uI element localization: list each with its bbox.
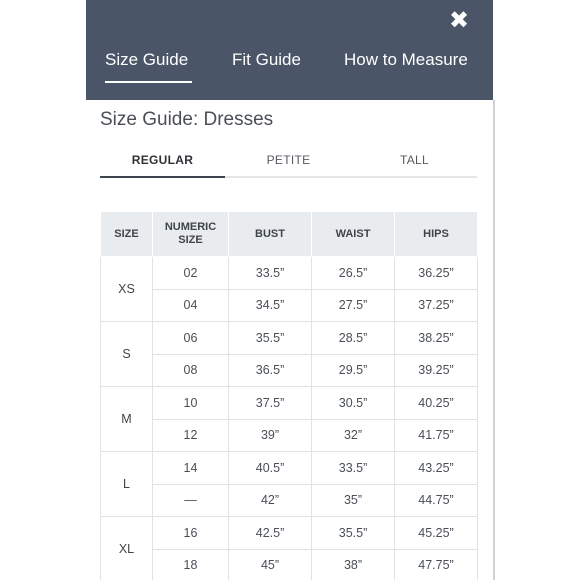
numeric-size: 16 — [153, 517, 229, 550]
table-header-row — [101, 212, 478, 257]
waist-value: 32” — [312, 419, 395, 452]
header-numeric-size: NUMERIC SIZE — [153, 212, 229, 257]
numeric-size: 12 — [153, 419, 229, 452]
numeric-size: 14 — [153, 452, 229, 485]
size-table — [100, 211, 478, 580]
header-hips: HIPS — [395, 212, 478, 257]
tab-size-guide[interactable]: Size Guide — [105, 47, 188, 73]
numeric-size: 06 — [153, 322, 229, 355]
subtab-tall[interactable]: TALL — [400, 153, 429, 167]
bust-value: 35.5” — [229, 322, 312, 355]
table-row — [101, 257, 478, 290]
bust-value: 42” — [229, 484, 312, 517]
waist-value: 30.5” — [312, 387, 395, 420]
tab-fit-guide[interactable]: Fit Guide — [232, 50, 301, 69]
bust-value: 39” — [229, 419, 312, 452]
numeric-size: 10 — [153, 387, 229, 420]
header-bar — [86, 0, 493, 100]
subtab-active-indicator — [100, 176, 225, 178]
table-row — [101, 387, 478, 420]
bust-value: 36.5” — [229, 354, 312, 387]
table-row — [101, 452, 478, 485]
hips-value: 37.25” — [395, 289, 478, 322]
hips-value: 36.25” — [395, 257, 478, 290]
bust-value: 42.5” — [229, 517, 312, 550]
waist-value: 29.5” — [312, 354, 395, 387]
numeric-size: 08 — [153, 354, 229, 387]
header-waist: WAIST — [312, 212, 395, 257]
bust-value: 34.5” — [229, 289, 312, 322]
bust-value: 37.5” — [229, 387, 312, 420]
table-row — [101, 419, 478, 452]
table-row — [101, 549, 478, 580]
table-row — [101, 484, 478, 517]
size-label: XL — [101, 517, 153, 580]
bust-value: 45” — [229, 549, 312, 580]
size-label: S — [101, 322, 153, 387]
size-guide-panel — [86, 0, 493, 580]
hips-value: 45.25” — [395, 517, 478, 550]
waist-value: 33.5” — [312, 452, 395, 485]
waist-value: 26.5” — [312, 257, 395, 290]
size-label: M — [101, 387, 153, 452]
fit-type-tabs — [100, 148, 477, 180]
page-title: Size Guide: Dresses — [100, 109, 274, 130]
waist-value: 35.5” — [312, 517, 395, 550]
bust-value: 33.5” — [229, 257, 312, 290]
hips-value: 44.75” — [395, 484, 478, 517]
hips-value: 39.25” — [395, 354, 478, 387]
waist-value: 35” — [312, 484, 395, 517]
size-label: XS — [101, 257, 153, 322]
waist-value: 27.5” — [312, 289, 395, 322]
hips-value: 41.75” — [395, 419, 478, 452]
close-icon[interactable]: ✖ — [448, 7, 470, 34]
header-bust: BUST — [229, 212, 312, 257]
subtab-regular[interactable]: REGULAR — [131, 153, 194, 167]
hips-value: 40.25” — [395, 387, 478, 420]
hips-value: 47.75” — [395, 549, 478, 580]
tab-how-to-measure[interactable]: How to Measure — [344, 50, 468, 69]
numeric-size: 02 — [153, 257, 229, 290]
hips-value: 38.25” — [395, 322, 478, 355]
hips-value: 43.25” — [395, 452, 478, 485]
subtab-petite[interactable]: PETITE — [266, 153, 311, 167]
table-row — [101, 289, 478, 322]
header-size: SIZE — [101, 212, 153, 257]
table-row — [101, 354, 478, 387]
numeric-size: 04 — [153, 289, 229, 322]
numeric-size: 18 — [153, 549, 229, 580]
waist-value: 38” — [312, 549, 395, 580]
bust-value: 40.5” — [229, 452, 312, 485]
table-row — [101, 322, 478, 355]
waist-value: 28.5” — [312, 322, 395, 355]
size-label: L — [101, 452, 153, 517]
scrollbar[interactable] — [493, 100, 495, 580]
numeric-size: — — [153, 484, 229, 517]
table-row — [101, 517, 478, 550]
